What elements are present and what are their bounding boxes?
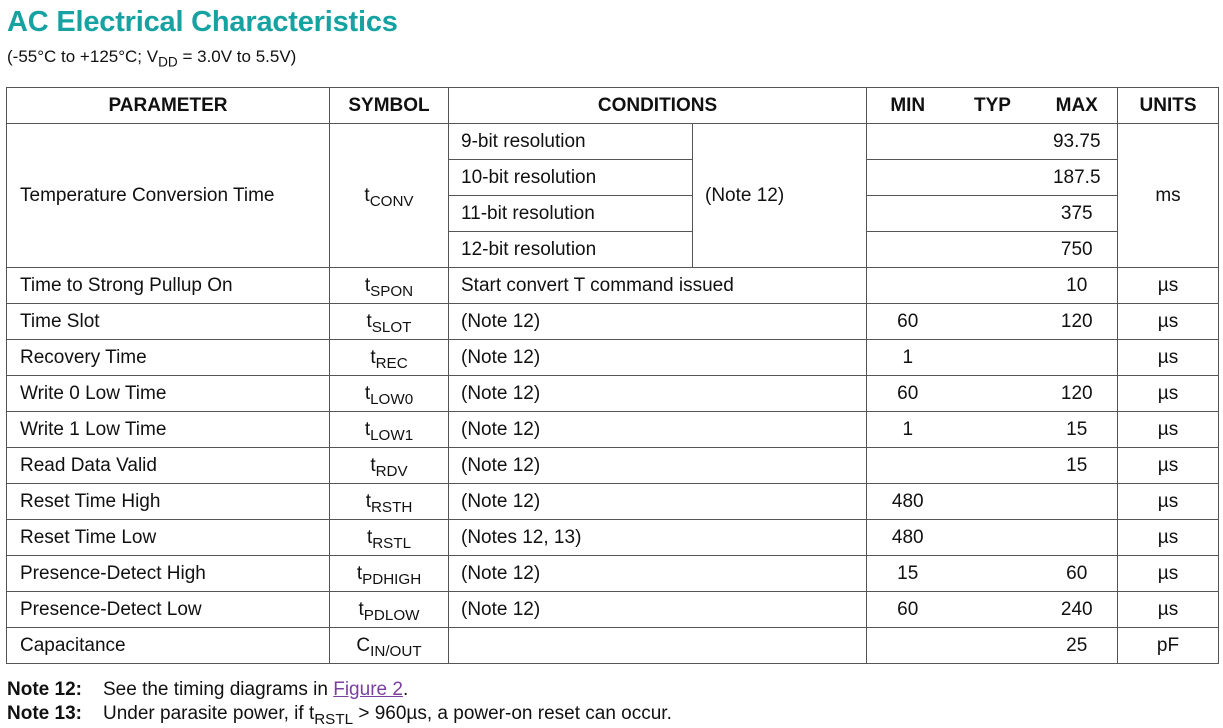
max-cell: 10 xyxy=(1037,268,1118,304)
parameter-cell: Write 1 Low Time xyxy=(7,412,330,448)
symbol-cell xyxy=(330,520,449,556)
condition-cell: (Note 12) xyxy=(449,556,867,592)
condition-cell: 9-bit resolution xyxy=(449,124,693,160)
condition-cell: (Note 12) xyxy=(449,340,867,376)
symbol-base: t xyxy=(364,382,371,404)
typ-cell xyxy=(949,376,1037,412)
parameter-cell: Reset Time High xyxy=(7,484,330,520)
parameter-cell: Presence-Detect High xyxy=(7,556,330,592)
symbol-cell xyxy=(330,304,449,340)
typ-cell xyxy=(949,520,1037,556)
units-cell: pF xyxy=(1118,628,1219,664)
min-cell: 60 xyxy=(867,376,949,412)
note-12 xyxy=(7,678,672,702)
table-row xyxy=(7,592,1219,628)
condition-cell: (Note 12) xyxy=(449,448,867,484)
conversion-row xyxy=(7,124,1219,160)
condition-cell: (Note 12) xyxy=(449,304,867,340)
figure-2-link[interactable]: Figure 2 xyxy=(333,679,403,700)
note-13-suffix: > 960µs, a power-on reset can occur. xyxy=(353,703,672,724)
parameter-cell: Temperature Conversion Time xyxy=(7,124,330,268)
min-cell xyxy=(867,196,949,232)
note-12-after: . xyxy=(402,679,409,700)
symbol-base: t xyxy=(356,562,363,584)
symbol-base: t xyxy=(370,454,376,476)
note-13-sub: RSTL xyxy=(314,710,354,728)
units-cell: µs xyxy=(1118,556,1219,592)
units-cell: µs xyxy=(1118,304,1219,340)
max-cell: 240 xyxy=(1037,592,1118,628)
min-cell: 60 xyxy=(867,304,949,340)
symbol-base: t xyxy=(364,418,371,440)
symbol-cell xyxy=(330,628,449,664)
condition-cell: (Notes 12, 13) xyxy=(449,520,867,556)
symbol-base: t xyxy=(365,490,371,512)
condition-cell: (Note 12) xyxy=(449,412,867,448)
max-cell xyxy=(1037,340,1118,376)
table-row xyxy=(7,484,1219,520)
condition-cell: Start convert T command issued xyxy=(449,268,867,304)
table-row xyxy=(7,448,1219,484)
note-13-label: Note 13: xyxy=(7,703,82,724)
typ-cell xyxy=(949,124,1037,160)
header-row xyxy=(7,88,1219,124)
parameter-cell: Recovery Time xyxy=(7,340,330,376)
units-cell: µs xyxy=(1118,340,1219,376)
conditions-suffix: = 3.0V to 5.5V) xyxy=(177,47,297,66)
header-units: UNITS xyxy=(1118,88,1219,124)
symbol-subscript: SPON xyxy=(370,282,414,300)
table-row xyxy=(7,628,1219,664)
conditions-prefix: (-55°C to +125°C; V xyxy=(7,47,159,66)
symbol-base: t xyxy=(364,274,371,296)
symbol-subscript: RSTL xyxy=(372,534,412,552)
symbol-base: t xyxy=(364,184,370,206)
parameter-cell: Time Slot xyxy=(7,304,330,340)
conditions-sub: DD xyxy=(158,54,178,70)
max-cell: 120 xyxy=(1037,376,1118,412)
parameter-cell: Read Data Valid xyxy=(7,448,330,484)
parameter-cell: Time to Strong Pullup On xyxy=(7,268,330,304)
symbol-base: C xyxy=(356,634,371,656)
note-13 xyxy=(7,702,672,726)
condition-cell: 11-bit resolution xyxy=(449,196,693,232)
typ-cell xyxy=(949,556,1037,592)
condition-cell: (Note 12) xyxy=(449,376,867,412)
operating-conditions xyxy=(7,47,297,70)
min-cell xyxy=(867,628,949,664)
table-row xyxy=(7,268,1219,304)
typ-cell xyxy=(949,628,1037,664)
condition-cell xyxy=(449,628,867,664)
symbol-subscript: RDV xyxy=(375,462,408,480)
min-cell: 60 xyxy=(867,592,949,628)
header-max: MAX xyxy=(1037,88,1118,124)
max-cell: 187.5 xyxy=(1037,160,1118,196)
units-cell: µs xyxy=(1118,484,1219,520)
symbol-base: t xyxy=(366,526,373,548)
parameter-cell: Capacitance xyxy=(7,628,330,664)
page-title: AC Electrical Characteristics xyxy=(7,6,398,38)
symbol-cell xyxy=(330,376,449,412)
min-cell: 1 xyxy=(867,412,949,448)
symbol-base: t xyxy=(370,346,376,368)
typ-cell xyxy=(949,268,1037,304)
symbol-base: t xyxy=(366,310,372,332)
table-row xyxy=(7,412,1219,448)
min-cell: 1 xyxy=(867,340,949,376)
units-cell: µs xyxy=(1118,412,1219,448)
note-12-text: See the timing diagrams in xyxy=(103,679,334,700)
typ-cell xyxy=(949,592,1037,628)
max-cell: 375 xyxy=(1037,196,1118,232)
parameter-cell: Reset Time Low xyxy=(7,520,330,556)
symbol-cell xyxy=(330,484,449,520)
units-cell: µs xyxy=(1118,592,1219,628)
typ-cell xyxy=(949,196,1037,232)
units-cell: µs xyxy=(1118,520,1219,556)
condition-cell: (Note 12) xyxy=(449,484,867,520)
symbol-base: t xyxy=(358,598,364,620)
max-cell: 15 xyxy=(1037,412,1118,448)
symbol-subscript: PDHIGH xyxy=(362,570,422,588)
typ-cell xyxy=(949,412,1037,448)
table-row xyxy=(7,556,1219,592)
symbol-subscript: PDLOW xyxy=(363,606,420,624)
header-conditions: CONDITIONS xyxy=(449,88,867,124)
table-row xyxy=(7,520,1219,556)
typ-cell xyxy=(949,340,1037,376)
condition-cell: (Note 12) xyxy=(449,592,867,628)
min-cell xyxy=(867,124,949,160)
typ-cell xyxy=(949,448,1037,484)
typ-cell xyxy=(949,160,1037,196)
units-cell: ms xyxy=(1118,124,1219,268)
table-row xyxy=(7,304,1219,340)
units-cell: µs xyxy=(1118,376,1219,412)
condition-cell: 12-bit resolution xyxy=(449,232,693,268)
symbol-cell xyxy=(330,592,449,628)
symbol-subscript: LOW0 xyxy=(370,390,414,408)
max-cell: 750 xyxy=(1037,232,1118,268)
notes xyxy=(7,678,672,726)
note-13-prefix: Under parasite power, if t xyxy=(103,703,315,724)
symbol-subscript: SLOT xyxy=(371,318,412,336)
table-row xyxy=(7,340,1219,376)
note-12-label: Note 12: xyxy=(7,679,82,700)
condition-note-cell: (Note 12) xyxy=(693,124,867,268)
parameter-cell: Presence-Detect Low xyxy=(7,592,330,628)
symbol-subscript: CONV xyxy=(369,192,414,210)
parameter-cell: Write 0 Low Time xyxy=(7,376,330,412)
typ-cell xyxy=(949,232,1037,268)
symbol-cell xyxy=(330,412,449,448)
symbol-subscript: IN/OUT xyxy=(370,642,422,660)
header-typ: TYP xyxy=(949,88,1037,124)
table-row xyxy=(7,376,1219,412)
min-cell: 15 xyxy=(867,556,949,592)
max-cell: 120 xyxy=(1037,304,1118,340)
symbol-cell xyxy=(330,124,449,268)
typ-cell xyxy=(949,304,1037,340)
header-symbol: SYMBOL xyxy=(330,88,449,124)
max-cell: 93.75 xyxy=(1037,124,1118,160)
units-cell: µs xyxy=(1118,268,1219,304)
min-cell xyxy=(867,160,949,196)
symbol-subscript: LOW1 xyxy=(370,426,414,444)
max-cell xyxy=(1037,484,1118,520)
symbol-subscript: RSTH xyxy=(370,498,413,516)
min-cell: 480 xyxy=(867,520,949,556)
max-cell: 15 xyxy=(1037,448,1118,484)
symbol-cell xyxy=(330,340,449,376)
min-cell xyxy=(867,448,949,484)
symbol-cell xyxy=(330,268,449,304)
header-min: MIN xyxy=(867,88,949,124)
units-cell: µs xyxy=(1118,448,1219,484)
max-cell: 25 xyxy=(1037,628,1118,664)
table-body xyxy=(7,124,1219,664)
max-cell: 60 xyxy=(1037,556,1118,592)
max-cell xyxy=(1037,520,1118,556)
symbol-cell xyxy=(330,556,449,592)
condition-cell: 10-bit resolution xyxy=(449,160,693,196)
symbol-subscript: REC xyxy=(375,354,408,372)
typ-cell xyxy=(949,484,1037,520)
min-cell xyxy=(867,268,949,304)
min-cell xyxy=(867,232,949,268)
symbol-cell xyxy=(330,448,449,484)
ac-characteristics-table xyxy=(6,87,1219,664)
min-cell: 480 xyxy=(867,484,949,520)
header-parameter: PARAMETER xyxy=(7,88,330,124)
